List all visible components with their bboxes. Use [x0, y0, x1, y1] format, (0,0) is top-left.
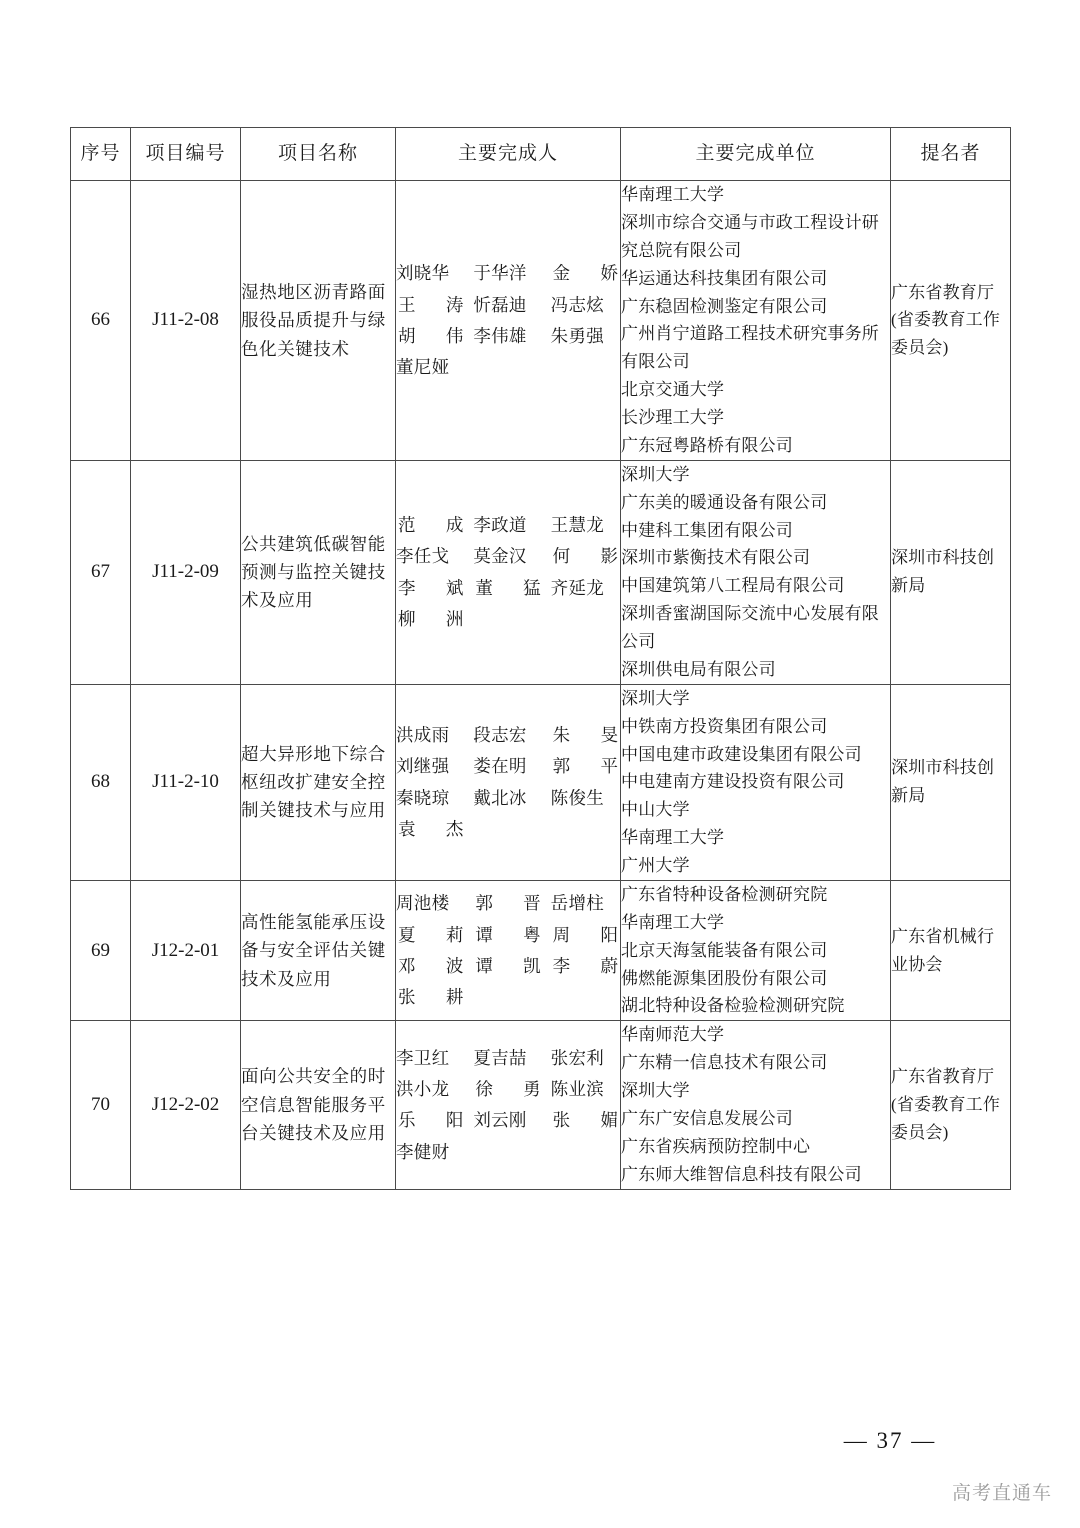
cell-nominator: [891, 1021, 1011, 1189]
cell-project-code: J11-2-10: [131, 684, 241, 880]
contributor-name: 刘继强: [396, 756, 450, 777]
contributor-name: 董 猛: [475, 577, 541, 598]
contributors-list: [396, 889, 620, 1011]
table-row: [71, 181, 1011, 461]
organization-item: 深圳香蜜湖国际交流中心发展有限公司: [621, 604, 879, 651]
nominator-text: 广东省教育厅(省委教育工作委员会): [891, 282, 1001, 358]
organization-item: 广东稳固检测鉴定有限公司: [621, 296, 828, 316]
contributor-name: 冯志炫: [550, 294, 605, 315]
contributor-name: 张宏利: [550, 1047, 605, 1068]
contributor-name: 谭 凯: [475, 956, 541, 977]
contributor-name: 李 蔚: [552, 956, 618, 977]
column-header-project-name: 项目名称: [241, 128, 396, 181]
organization-item: 佛燃能源集团股份有限公司: [621, 968, 828, 988]
contributor-name: 齐延龙: [550, 577, 605, 598]
cell-project-name: [241, 880, 396, 1020]
organization-item: 深圳大学: [621, 688, 690, 708]
cell-main-organizations: [621, 181, 891, 461]
contributor-name: 柳 洲: [398, 609, 464, 630]
column-header-main-organizations: 主要完成单位: [621, 128, 891, 181]
cell-main-contributors: [396, 460, 621, 684]
contributors-list: [396, 259, 620, 381]
contributor-name: 范 成: [398, 515, 464, 536]
contributor-name: 王慧龙: [550, 515, 605, 536]
contributors-list: [396, 511, 620, 633]
contributor-name: 刘晓华: [396, 263, 450, 284]
organization-item: 广东师大维智信息科技有限公司: [621, 1164, 862, 1184]
contributor-name: 夏吉喆: [473, 1047, 527, 1068]
column-header-project-code: 项目编号: [131, 128, 241, 181]
organization-item: 深圳大学: [621, 464, 690, 484]
contributors-list: [396, 1044, 620, 1166]
cell-project-code: J12-2-01: [131, 880, 241, 1020]
contributor-name: 陈俊生: [550, 787, 605, 808]
contributor-name: 郭 平: [552, 756, 618, 777]
contributor-name: 邓 波: [398, 956, 464, 977]
contributor-name: 夏 莉: [398, 924, 464, 945]
contributor-name: 郭 晋: [475, 893, 541, 914]
cell-main-contributors: [396, 1021, 621, 1189]
contributor-name: 段志宏: [473, 725, 527, 746]
organization-item: 中电建南方建设投资有限公司: [621, 772, 845, 792]
contributor-name: 李任戈: [396, 546, 450, 567]
contributor-name: 刘云刚: [473, 1110, 527, 1131]
table-row: [71, 880, 1011, 1020]
contributor-name: 李 斌: [398, 577, 464, 598]
cell-project-name: [241, 181, 396, 461]
contributor-name: 张 耕: [398, 987, 464, 1008]
contributor-name: 李卫红: [396, 1047, 450, 1068]
organization-item: 华南理工大学: [621, 912, 725, 932]
organization-item: 广东省特种设备检测研究院: [621, 884, 828, 904]
cell-main-organizations: [621, 684, 891, 880]
contributor-name: 于华洋: [473, 263, 527, 284]
organization-item: 华运通达科技集团有限公司: [621, 268, 828, 288]
cell-nominator: [891, 684, 1011, 880]
project-name-text: 湿热地区沥青路面服役品质提升与绿色化关键技术: [241, 281, 386, 359]
organization-item: 湖北特种设备检验检测研究院: [621, 996, 845, 1016]
organization-item: 中铁南方投资集团有限公司: [621, 716, 828, 736]
organization-item: 中建科工集团有限公司: [621, 520, 793, 540]
cell-main-contributors: [396, 181, 621, 461]
cell-project-code: J12-2-02: [131, 1021, 241, 1189]
contributor-name: 戴北冰: [473, 787, 527, 808]
organization-item: 广东精一信息技术有限公司: [621, 1053, 828, 1073]
contributor-name: 王 涛: [398, 294, 464, 315]
cell-project-code: J11-2-09: [131, 460, 241, 684]
cell-main-contributors: [396, 880, 621, 1020]
contributor-name: 李伟雄: [473, 325, 527, 346]
organization-item: 北京交通大学: [621, 380, 725, 400]
cell-serial: 66: [71, 181, 131, 461]
cell-nominator: [891, 460, 1011, 684]
contributor-name: 何 影: [552, 546, 618, 567]
cell-main-organizations: [621, 880, 891, 1020]
organizations-list: [621, 461, 890, 684]
contributor-name: 莫金汉: [473, 546, 527, 567]
organization-item: 深圳市综合交通与市政工程设计研究总院有限公司: [621, 212, 879, 260]
watermark: 高考直通车: [951, 1483, 1052, 1504]
column-header-serial: 序号: [71, 128, 131, 181]
cell-serial: 69: [71, 880, 131, 1020]
contributor-name: 李健财: [396, 1141, 450, 1162]
cell-project-name: [241, 1021, 396, 1189]
organization-item: 长沙理工大学: [621, 408, 725, 427]
contributor-name: 朱 旻: [552, 725, 618, 746]
contributor-name: 朱勇强: [550, 325, 605, 346]
column-header-main-contributors: 主要完成人: [396, 128, 621, 181]
page-number: — 37 —: [843, 1428, 937, 1453]
contributor-name: 岳增柱: [550, 893, 605, 914]
cell-nominator: [891, 181, 1011, 461]
contributor-name: 洪小龙: [396, 1079, 450, 1100]
organization-item: 华南理工大学: [621, 828, 725, 848]
organizations-list: [621, 181, 890, 460]
organization-item: 广州肖宁道路工程技术研究事务所有限公司: [621, 324, 879, 372]
cell-main-organizations: [621, 460, 891, 684]
contributor-name: 谭 粤: [475, 924, 541, 945]
contributor-name: 胡 伟: [398, 325, 464, 346]
cell-main-contributors: [396, 684, 621, 880]
contributor-name: 秦晓琼: [396, 787, 450, 808]
contributor-name: 徐 勇: [475, 1079, 541, 1100]
column-header-nominator: 提名者: [891, 128, 1011, 181]
nominator-text: 深圳市科技创新局: [891, 548, 995, 596]
organization-item: 华南理工大学: [621, 185, 725, 204]
contributor-name: 袁 杰: [398, 819, 464, 840]
nominator-text: 广东省教育厅(省委教育工作委员会): [891, 1067, 1001, 1142]
contributor-name: 张 媚: [552, 1110, 618, 1131]
organization-item: 中国建筑第八工程局有限公司: [621, 576, 845, 596]
organization-item: 广东美的暖通设备有限公司: [621, 492, 828, 512]
contributor-name: 周池楼: [396, 893, 450, 914]
cell-project-name: [241, 684, 396, 880]
project-name-text: 超大异形地下综合枢纽改扩建安全控制关键技术与应用: [241, 743, 386, 821]
project-name-text: 面向公共安全的时空信息智能服务平台关键技术及应用: [241, 1066, 386, 1144]
contributor-name: 陈业滨: [550, 1079, 605, 1100]
cell-project-code: J11-2-08: [131, 181, 241, 461]
organization-item: 广东广安信息发展公司: [621, 1108, 793, 1128]
contributor-name: 李政道: [473, 515, 527, 536]
table-row: [71, 1021, 1011, 1189]
cell-serial: 67: [71, 460, 131, 684]
table-body: [71, 181, 1011, 1190]
contributor-name: 乐 阳: [398, 1110, 464, 1131]
organization-item: 北京天海氢能装备有限公司: [621, 940, 828, 960]
contributor-name: 金 娇: [552, 263, 618, 284]
organizations-list: [621, 685, 890, 880]
organizations-list: [621, 1021, 890, 1188]
nominator-text: 深圳市科技创新局: [891, 758, 995, 806]
organization-item: 深圳供电局有限公司: [621, 659, 776, 679]
table-row: [71, 460, 1011, 684]
organization-item: 广东冠粤路桥有限公司: [621, 435, 793, 455]
contributor-name: 董尼娅: [396, 357, 450, 378]
cell-project-name: [241, 460, 396, 684]
cell-main-organizations: [621, 1021, 891, 1189]
organization-item: 中国电建市政建设集团有限公司: [621, 744, 862, 764]
award-projects-table: [70, 127, 1011, 1190]
organizations-list: [621, 881, 890, 1020]
contributor-name: 娄在明: [473, 756, 527, 777]
contributor-name: 洪成雨: [396, 725, 450, 746]
organization-item: 深圳大学: [621, 1081, 690, 1100]
table-row: [71, 684, 1011, 880]
project-name-text: 公共建筑低碳智能预测与监控关键技术及应用: [241, 533, 386, 611]
organization-item: 深圳市紫衡技术有限公司: [621, 548, 811, 568]
cell-nominator: [891, 880, 1011, 1020]
organization-item: 中山大学: [621, 800, 690, 820]
cell-serial: 70: [71, 1021, 131, 1189]
contributors-list: [396, 721, 620, 843]
organization-item: 广州大学: [621, 856, 690, 875]
cell-serial: 68: [71, 684, 131, 880]
table-header-row: [71, 128, 1011, 181]
table-header: [71, 128, 1011, 181]
organization-item: 华南师范大学: [621, 1025, 725, 1045]
project-name-text: 高性能氢能承压设备与安全评估关键技术及应用: [241, 912, 386, 989]
contributor-name: 周 阳: [552, 924, 618, 945]
organization-item: 广东省疾病预防控制中心: [621, 1136, 811, 1156]
contributor-name: 忻磊迪: [473, 294, 527, 315]
nominator-text: 广东省机械行业协会: [891, 926, 995, 974]
